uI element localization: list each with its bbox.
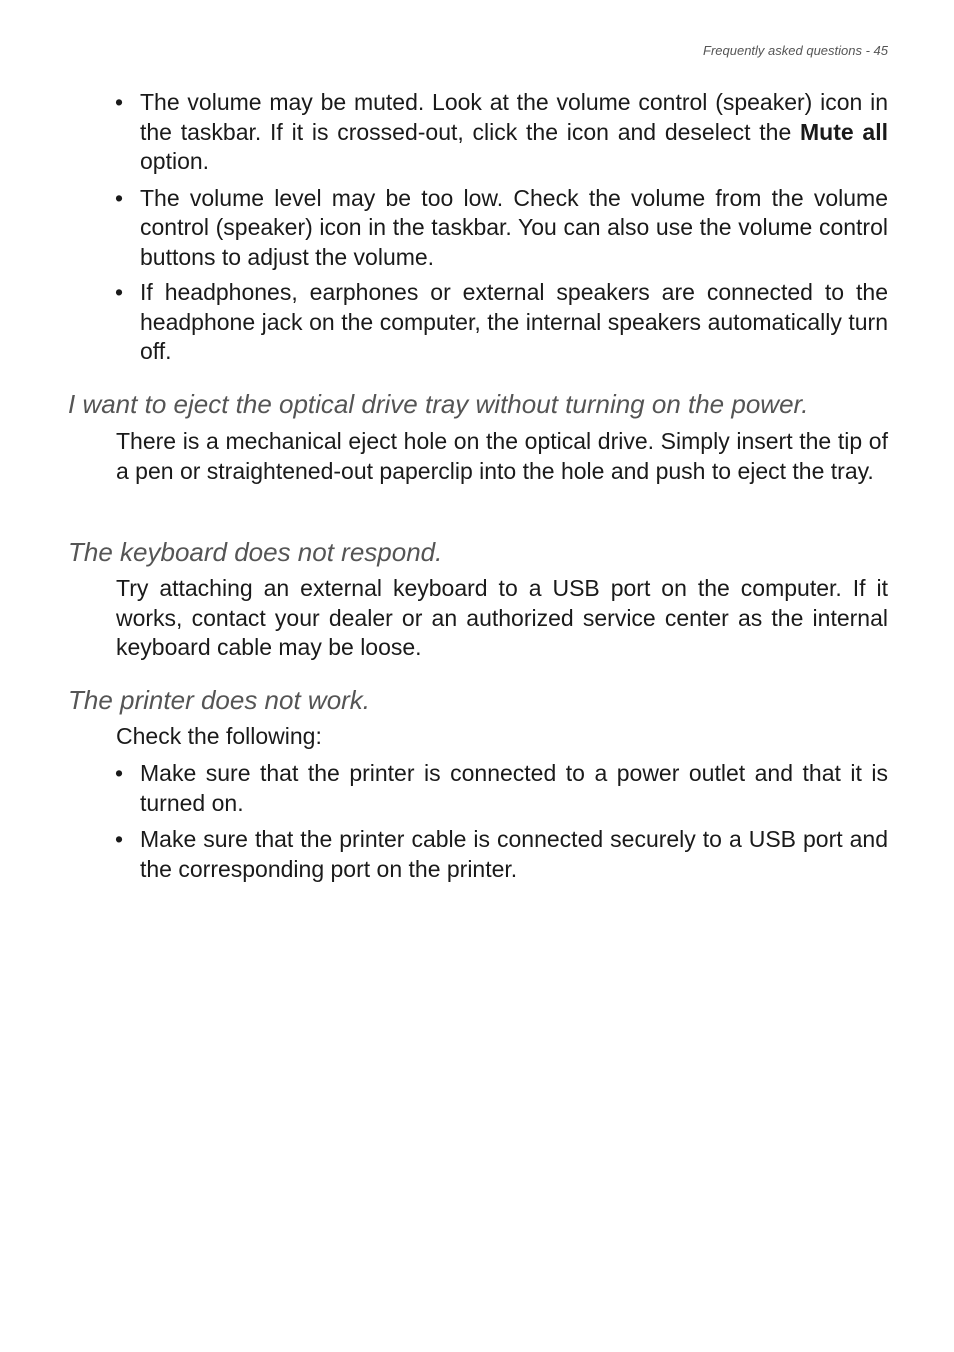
section-heading-keyboard: The keyboard does not respond. [68,537,443,567]
section-intro-printer: Check the following: [116,723,322,749]
printer-bullet-list [0,759,888,884]
list-item [140,88,888,177]
section-heading-printer: The printer does not work. [68,685,371,715]
list-item: • Make sure that the printer cable is connected securely to a USB port and the corresponding port on the printer. [140,825,888,884]
section-heading-eject: I want to eject the optical drive tray without turning on the power. [68,389,809,419]
bullet-text: The volume may be muted. Look at the volume control (speaker) icon in the taskbar. If it is crossed-out, click the icon and deselect the [140,89,888,145]
mute-all-label: Mute all [800,118,889,145]
list-item: • Make sure that the printer is connected to a power outlet and that it is turned on. [140,759,888,818]
volume-bullet-list [0,88,888,367]
running-header: Frequently asked questions - 45 [703,43,888,58]
bullet-text-end: option. [140,148,210,174]
list-item: • If headphones, earphones or external speakers are connected to the headphone jack on the computer, the internal speakers automatically turn off. [140,278,888,367]
section-body-keyboard: Try attaching an external keyboard to a USB port on the computer. If it works, contact your dealer or an authorized service center as the internal keyboard cable may be loose. [116,575,888,660]
section-body-eject: There is a mechanical eject hole on the optical drive. Simply insert the tip of a pen or straightened-out paperclip into the hole and push to eject the tray. [116,428,888,484]
list-item: • The volume level may be too low. Check the volume from the volume control (speaker) icon in the taskbar. You can also use the volume control buttons to adjust the volume. [140,184,888,273]
